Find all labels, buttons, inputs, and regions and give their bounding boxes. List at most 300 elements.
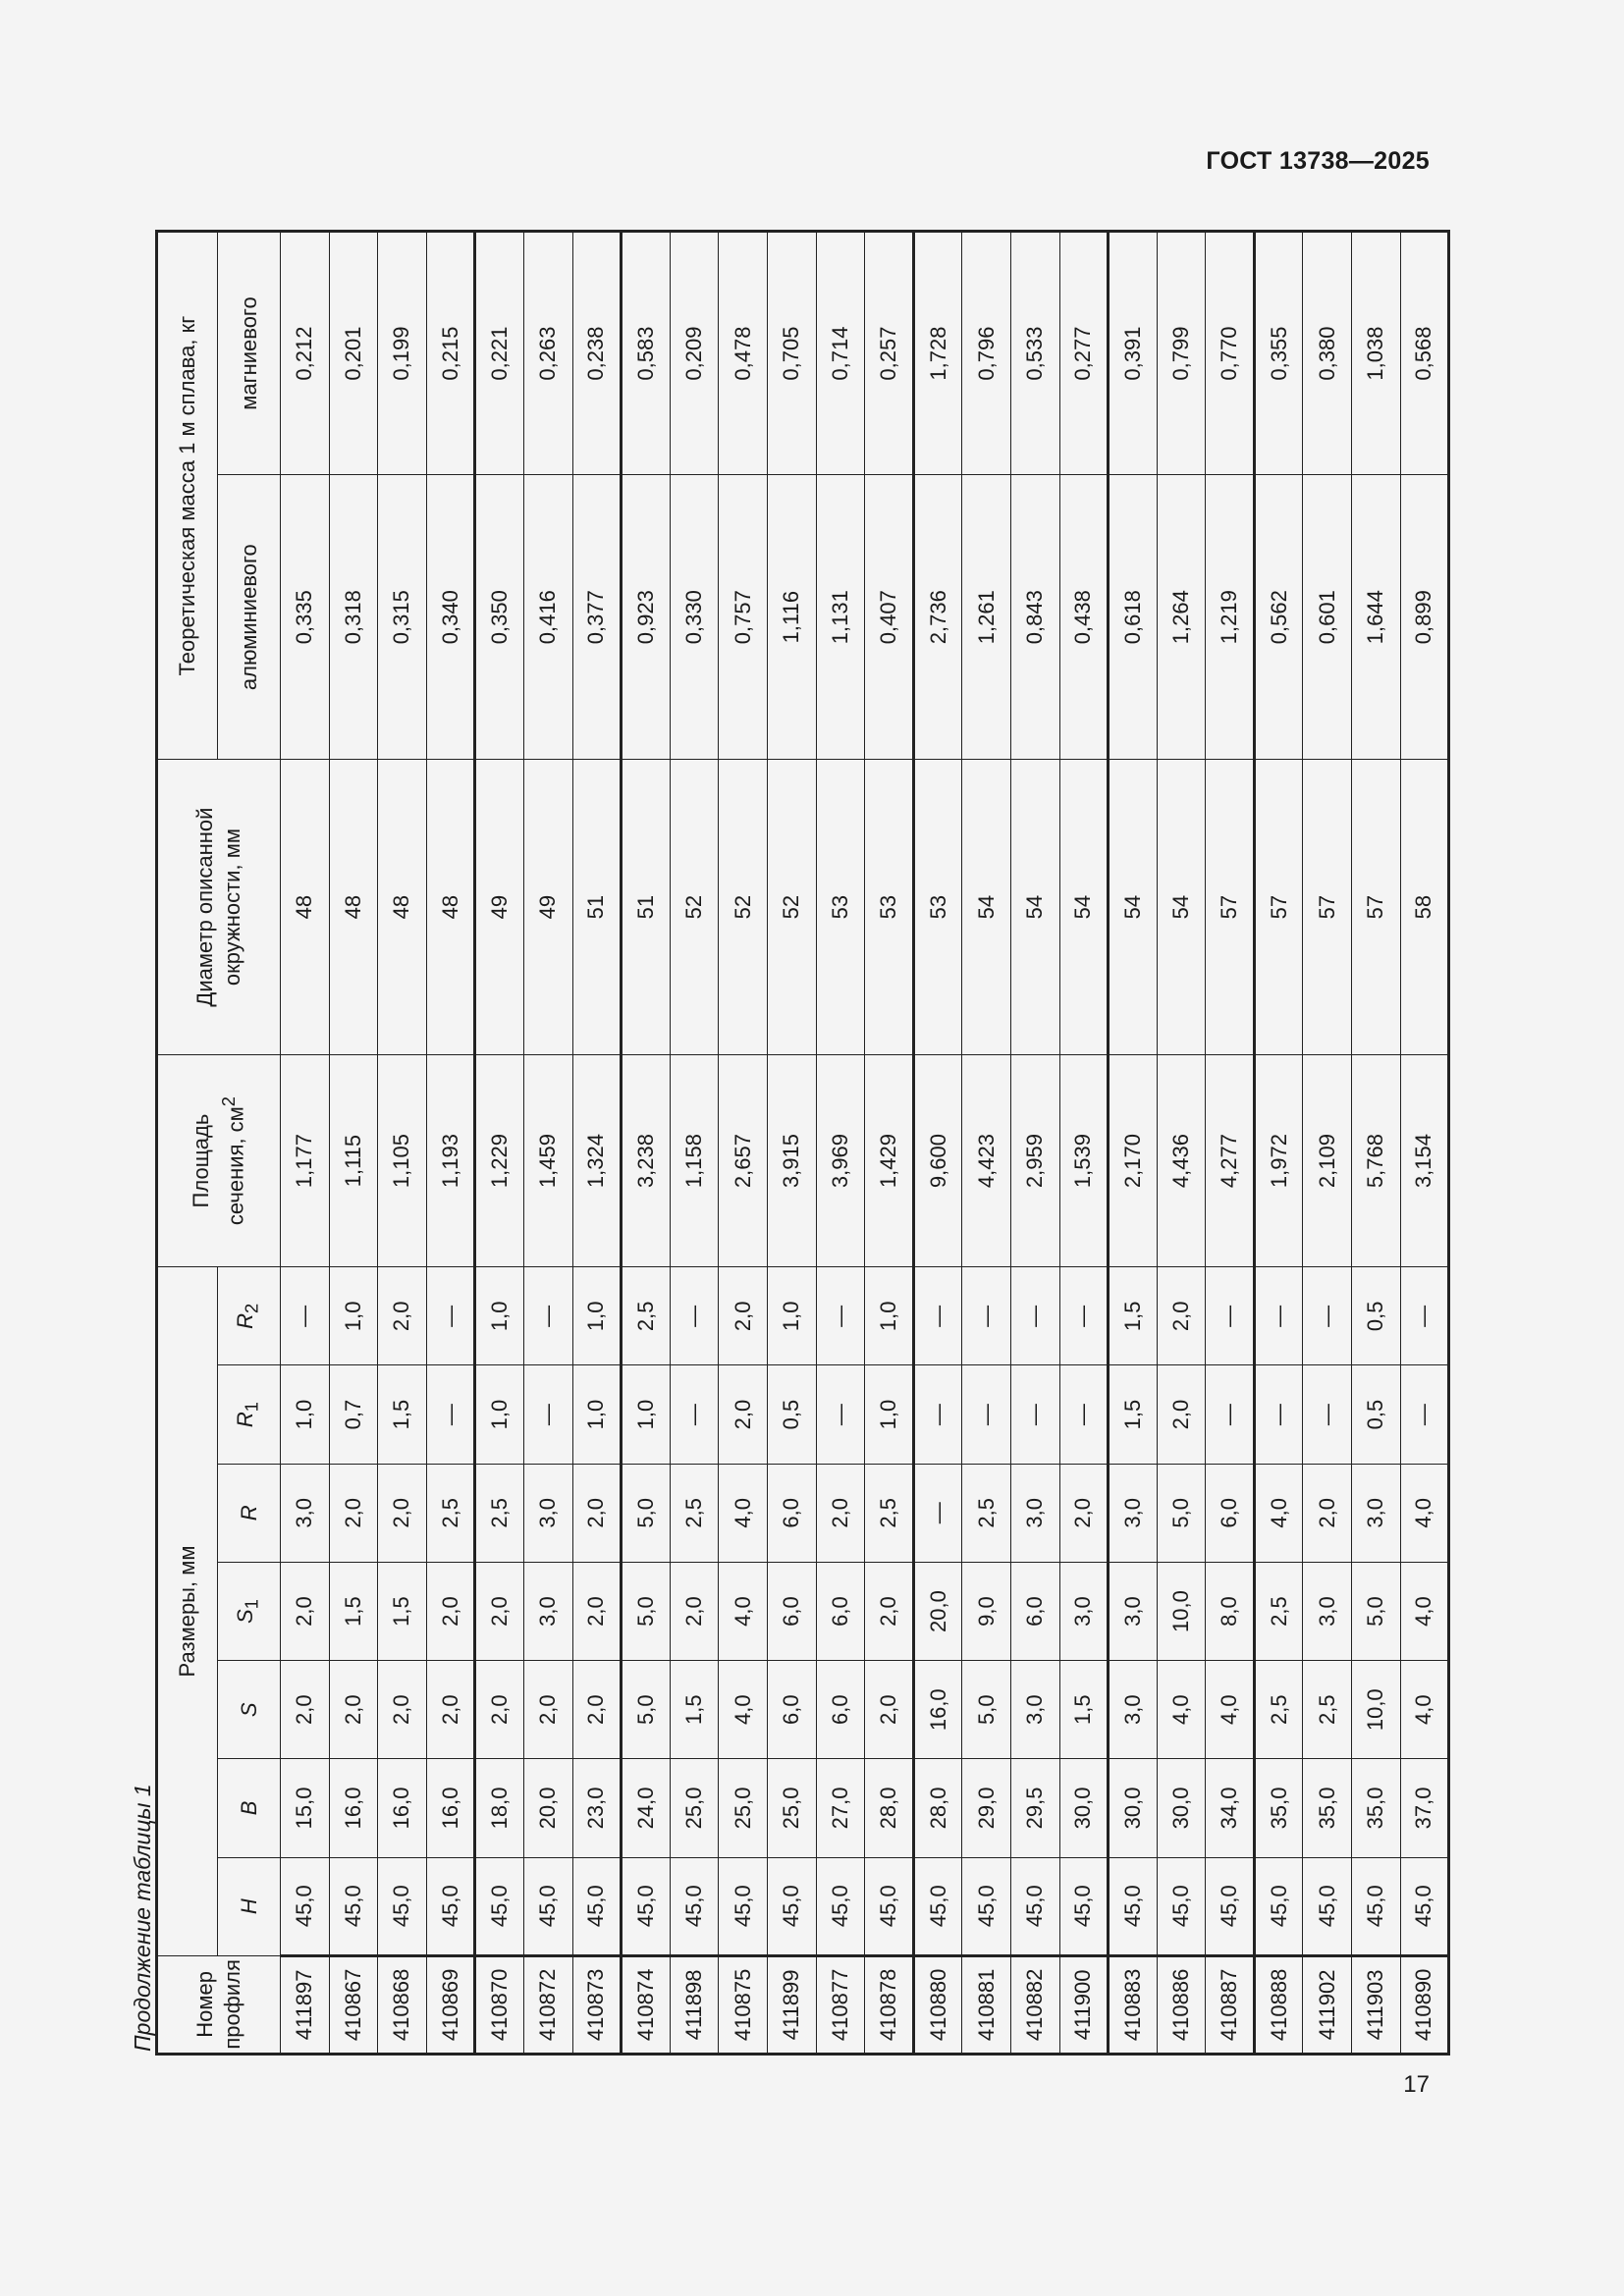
table-cell: 0,340	[426, 475, 475, 760]
table-cell: 1,0	[572, 1267, 622, 1365]
table-cell: 2,0	[475, 1661, 524, 1759]
table-cell: 1,219	[1206, 475, 1255, 760]
table-cell: 35,0	[1352, 1759, 1401, 1857]
table-cell: 57	[1254, 760, 1303, 1055]
header-area-line2: сечения, см	[223, 1106, 248, 1226]
table-cell: 410890	[1400, 1955, 1449, 2054]
table-cell: 45,0	[1254, 1857, 1303, 1955]
table-cell: 10,0	[1352, 1661, 1401, 1759]
table-row	[1010, 232, 1059, 2055]
table-cell: 410883	[1109, 1955, 1158, 2054]
table-cell: 0,355	[1254, 232, 1303, 475]
table-cell: 3,0	[1059, 1562, 1109, 1660]
table-cell: 3,0	[1109, 1562, 1158, 1660]
table-cell: 45,0	[378, 1857, 427, 1955]
table-cell: 0,923	[622, 475, 671, 760]
table-cell: 49	[523, 760, 572, 1055]
table-cell: 2,0	[572, 1464, 622, 1562]
table-row	[719, 232, 768, 2055]
header-aluminium: алюминиевого	[218, 475, 281, 760]
table-cell: —	[670, 1267, 719, 1365]
table-cell: 35,0	[1303, 1759, 1352, 1857]
table-cell: —	[816, 1365, 865, 1464]
table-cell: 35,0	[1254, 1759, 1303, 1857]
table-cell: 25,0	[767, 1759, 816, 1857]
table-row	[1400, 232, 1449, 2055]
table-cell: 4,0	[1254, 1464, 1303, 1562]
table-cell: 2,657	[719, 1054, 768, 1266]
table-cell: 24,0	[622, 1759, 671, 1857]
header-H: H	[218, 1857, 281, 1955]
table-cell: —	[1010, 1365, 1059, 1464]
table-cell: 3,0	[1109, 1464, 1158, 1562]
table-row	[1254, 232, 1303, 2055]
table-body	[281, 232, 1449, 2055]
table-cell: 410881	[962, 1955, 1011, 2054]
table-cell: 2,5	[622, 1267, 671, 1365]
table-cell: 1,972	[1254, 1054, 1303, 1266]
table-cell: —	[1059, 1365, 1109, 1464]
table-cell: 45,0	[1352, 1857, 1401, 1955]
table-cell: 3,915	[767, 1054, 816, 1266]
table-cell: 34,0	[1206, 1759, 1255, 1857]
table-row	[426, 232, 475, 2055]
table-cell: 52	[767, 760, 816, 1055]
table-cell: 29,5	[1010, 1759, 1059, 1857]
table-cell: 1,5	[378, 1562, 427, 1660]
table-cell: 410870	[475, 1955, 524, 2054]
table-cell: 0,221	[475, 232, 524, 475]
table-cell: 410868	[378, 1955, 427, 2054]
table-cell: 18,0	[475, 1759, 524, 1857]
table-row	[475, 232, 524, 2055]
table-cell: 0,799	[1157, 232, 1206, 475]
profiles-table	[155, 230, 1450, 2056]
table-row	[1352, 232, 1401, 2055]
header-R1-main: R	[233, 1412, 258, 1428]
header-circumscribed-diameter: Диаметр описанной окружности, мм	[157, 760, 281, 1055]
header-S1	[218, 1562, 281, 1660]
table-cell: 6,0	[767, 1661, 816, 1759]
table-cell: 0,714	[816, 232, 865, 475]
table-cell: 16,0	[426, 1759, 475, 1857]
table-cell: 28,0	[913, 1759, 962, 1857]
document-header: ГОСТ 13738—2025	[1206, 147, 1430, 175]
table-cell: 3,0	[523, 1562, 572, 1660]
table-cell: —	[913, 1365, 962, 1464]
table-cell: —	[913, 1464, 962, 1562]
table-cell: 410875	[719, 1955, 768, 2054]
table-cell: 1,5	[1059, 1661, 1109, 1759]
table-cell: 0,757	[719, 475, 768, 760]
table-cell: 410869	[426, 1955, 475, 2054]
table-row	[1109, 232, 1158, 2055]
table-cell: 2,0	[329, 1464, 378, 1562]
table-cell: 27,0	[816, 1759, 865, 1857]
table-cell: 3,0	[523, 1464, 572, 1562]
table-cell: —	[426, 1365, 475, 1464]
table-cell: 9,600	[913, 1054, 962, 1266]
table-cell: 45,0	[1400, 1857, 1449, 1955]
table-cell: 2,0	[1303, 1464, 1352, 1562]
table-cell: 410887	[1206, 1955, 1255, 2054]
table-row	[670, 232, 719, 2055]
table-cell: 2,170	[1109, 1054, 1158, 1266]
table-cell: —	[1254, 1267, 1303, 1365]
table-cell: 0,601	[1303, 475, 1352, 760]
table-cell: 0,533	[1010, 232, 1059, 475]
table-cell: 1,5	[378, 1365, 427, 1464]
table-cell: —	[913, 1267, 962, 1365]
table-cell: 1,644	[1352, 475, 1401, 760]
table-cell: 411898	[670, 1955, 719, 2054]
table-cell: 2,5	[1254, 1562, 1303, 1660]
table-row	[329, 232, 378, 2055]
header-magnesium: магниевого	[218, 232, 281, 475]
table-cell: 5,0	[622, 1464, 671, 1562]
header-profile-number: Номер профиля	[157, 1955, 281, 2054]
table-cell: 2,0	[572, 1562, 622, 1660]
table-cell: 1,0	[281, 1365, 330, 1464]
header-R: R	[218, 1464, 281, 1562]
table-cell: 45,0	[475, 1857, 524, 1955]
table-cell: 45,0	[816, 1857, 865, 1955]
table-cell: 4,277	[1206, 1054, 1255, 1266]
table-cell: 4,0	[1400, 1661, 1449, 1759]
table-cell: 1,116	[767, 475, 816, 760]
table-caption: Продолжение таблицы 1	[130, 1784, 155, 2052]
table-cell: 48	[329, 760, 378, 1055]
header-R2-sub: 2	[241, 1303, 262, 1313]
table-cell: 48	[378, 760, 427, 1055]
table-cell: 20,0	[913, 1562, 962, 1660]
table-cell: 45,0	[1059, 1857, 1109, 1955]
table-cell: 2,0	[475, 1562, 524, 1660]
table-row	[767, 232, 816, 2055]
table-cell: 2,0	[670, 1562, 719, 1660]
table-cell: 1,539	[1059, 1054, 1109, 1266]
table-cell: 410880	[913, 1955, 962, 2054]
table-cell: 45,0	[767, 1857, 816, 1955]
table-cell: —	[962, 1365, 1011, 1464]
table-cell: 0,238	[572, 232, 622, 475]
table-cell: 5,0	[622, 1562, 671, 1660]
table-cell: 3,0	[1010, 1464, 1059, 1562]
table-cell: —	[1400, 1365, 1449, 1464]
table-cell: 0,7	[329, 1365, 378, 1464]
table-cell: —	[1303, 1365, 1352, 1464]
table-cell: 3,0	[1010, 1661, 1059, 1759]
table-cell: 1,5	[1109, 1267, 1158, 1365]
table-cell: 0,843	[1010, 475, 1059, 760]
table-cell: 0,215	[426, 232, 475, 475]
table-cell: 48	[426, 760, 475, 1055]
table-cell: 4,0	[1400, 1562, 1449, 1660]
table-cell: 410874	[622, 1955, 671, 2054]
header-B: B	[218, 1759, 281, 1857]
table-cell: 411902	[1303, 1955, 1352, 2054]
table-cell: 2,5	[475, 1464, 524, 1562]
table-cell: 0,583	[622, 232, 671, 475]
table-cell: 15,0	[281, 1759, 330, 1857]
table-row	[523, 232, 572, 2055]
table-cell: —	[1206, 1267, 1255, 1365]
table-cell: 8,0	[1206, 1562, 1255, 1660]
table-cell: 53	[816, 760, 865, 1055]
table-cell: 6,0	[1010, 1562, 1059, 1660]
table-cell: 3,238	[622, 1054, 671, 1266]
table-cell: 2,5	[1303, 1661, 1352, 1759]
table-cell: 30,0	[1157, 1759, 1206, 1857]
table-cell: 0,318	[329, 475, 378, 760]
table-cell: 2,5	[670, 1464, 719, 1562]
table-cell: 54	[1059, 760, 1109, 1055]
table-cell: —	[670, 1365, 719, 1464]
table-cell: 25,0	[670, 1759, 719, 1857]
table-cell: 45,0	[962, 1857, 1011, 1955]
table-cell: 30,0	[1059, 1759, 1109, 1857]
table-row	[913, 232, 962, 2055]
table-cell: 5,0	[1157, 1464, 1206, 1562]
table-cell: 45,0	[1010, 1857, 1059, 1955]
table-cell: 5,0	[1352, 1562, 1401, 1660]
table-row	[1157, 232, 1206, 2055]
table-cell: 5,768	[1352, 1054, 1401, 1266]
table-cell: 58	[1400, 760, 1449, 1055]
table-cell: —	[1400, 1267, 1449, 1365]
table-cell: 2,0	[426, 1562, 475, 1660]
table-cell: 1,229	[475, 1054, 524, 1266]
table-cell: 0,315	[378, 475, 427, 760]
table-cell: 0,257	[865, 232, 914, 475]
rotated-table-wrapper	[155, 230, 1436, 2056]
table-cell: —	[426, 1267, 475, 1365]
table-cell: 4,423	[962, 1054, 1011, 1266]
table-cell: 45,0	[523, 1857, 572, 1955]
table-cell: 4,0	[719, 1661, 768, 1759]
table-cell: 3,969	[816, 1054, 865, 1266]
table-cell: 9,0	[962, 1562, 1011, 1660]
table-cell: 45,0	[281, 1857, 330, 1955]
header-dimensions: Размеры, мм	[157, 1267, 218, 1956]
table-cell: 1,177	[281, 1054, 330, 1266]
table-cell: 6,0	[816, 1661, 865, 1759]
table-cell: 45,0	[913, 1857, 962, 1955]
header-section-area	[157, 1054, 281, 1266]
table-cell: 16,0	[329, 1759, 378, 1857]
table-cell: 1,0	[475, 1365, 524, 1464]
table-cell: 2,0	[865, 1562, 914, 1660]
table-cell: 1,038	[1352, 232, 1401, 475]
table-cell: 2,736	[913, 475, 962, 760]
table-cell: 45,0	[1109, 1857, 1158, 1955]
table-cell: 54	[962, 760, 1011, 1055]
table-cell: 3,154	[1400, 1054, 1449, 1266]
table-cell: 1,131	[816, 475, 865, 760]
table-cell: 2,0	[1059, 1464, 1109, 1562]
table-cell: 5,0	[962, 1661, 1011, 1759]
table-cell: 1,0	[329, 1267, 378, 1365]
table-cell: 2,5	[962, 1464, 1011, 1562]
header-S: S	[218, 1661, 281, 1759]
table-cell: 0,350	[475, 475, 524, 760]
table-cell: 10,0	[1157, 1562, 1206, 1660]
table-cell: 410878	[865, 1955, 914, 2054]
table-cell: 57	[1206, 760, 1255, 1055]
table-cell: 411897	[281, 1955, 330, 2054]
table-cell: 30,0	[1109, 1759, 1158, 1857]
table-cell: 1,324	[572, 1054, 622, 1266]
table-cell: 0,391	[1109, 232, 1158, 475]
table-cell: 0,770	[1206, 232, 1255, 475]
table-cell: 410882	[1010, 1955, 1059, 2054]
table-cell: 1,261	[962, 475, 1011, 760]
table-cell: 52	[670, 760, 719, 1055]
table-cell: 37,0	[1400, 1759, 1449, 1857]
table-cell: 6,0	[767, 1562, 816, 1660]
header-R2-main: R	[233, 1312, 258, 1329]
header-area-line1: Площадь	[189, 1113, 214, 1208]
table-cell: 2,0	[426, 1661, 475, 1759]
table-cell: 53	[865, 760, 914, 1055]
table-cell: 20,0	[523, 1759, 572, 1857]
table-cell: 45,0	[1157, 1857, 1206, 1955]
table-cell: 0,796	[962, 232, 1011, 475]
table-cell: 45,0	[1206, 1857, 1255, 1955]
table-cell: 2,0	[378, 1661, 427, 1759]
table-cell: 1,0	[865, 1365, 914, 1464]
table-cell: 2,0	[719, 1365, 768, 1464]
header-R1	[218, 1365, 281, 1464]
table-cell: 4,0	[1157, 1661, 1206, 1759]
table-cell: 2,0	[865, 1661, 914, 1759]
table-cell: 0,377	[572, 475, 622, 760]
table-cell: 2,109	[1303, 1054, 1352, 1266]
table-cell: 4,0	[1206, 1661, 1255, 1759]
table-cell: 53	[913, 760, 962, 1055]
table-cell: 57	[1352, 760, 1401, 1055]
table-cell: 1,105	[378, 1054, 427, 1266]
table-cell: —	[1206, 1365, 1255, 1464]
table-cell: 411899	[767, 1955, 816, 2054]
table-cell: 1,115	[329, 1054, 378, 1266]
table-cell: 0,899	[1400, 475, 1449, 760]
table-cell: 2,0	[1157, 1365, 1206, 1464]
table-cell: 6,0	[816, 1562, 865, 1660]
table-cell: —	[1059, 1267, 1109, 1365]
table-cell: —	[1254, 1365, 1303, 1464]
table-cell: 1,193	[426, 1054, 475, 1266]
table-cell: 16,0	[913, 1661, 962, 1759]
table-cell: 1,728	[913, 232, 962, 475]
table-cell: 2,959	[1010, 1054, 1059, 1266]
table-cell: 410867	[329, 1955, 378, 2054]
table-cell: 410877	[816, 1955, 865, 2054]
table-cell: 4,0	[1400, 1464, 1449, 1562]
table-cell: 0,562	[1254, 475, 1303, 760]
table-cell: 410873	[572, 1955, 622, 2054]
table-cell: 0,277	[1059, 232, 1109, 475]
table-cell: 2,0	[816, 1464, 865, 1562]
table-cell: 16,0	[378, 1759, 427, 1857]
table-cell: 2,0	[523, 1661, 572, 1759]
table-cell: 0,380	[1303, 232, 1352, 475]
table-cell: 45,0	[622, 1857, 671, 1955]
page-number: 17	[1403, 2071, 1430, 2098]
header-theoretical-mass: Теоретическая масса 1 м сплава, кг	[157, 232, 218, 760]
table-cell: 1,158	[670, 1054, 719, 1266]
table-cell: 54	[1010, 760, 1059, 1055]
table-cell: —	[523, 1365, 572, 1464]
table-cell: —	[523, 1267, 572, 1365]
table-cell: 2,0	[378, 1464, 427, 1562]
table-cell: 0,209	[670, 232, 719, 475]
table-cell: 45,0	[670, 1857, 719, 1955]
table-cell: 0,568	[1400, 232, 1449, 475]
table-cell: 45,0	[719, 1857, 768, 1955]
table-cell: 0,212	[281, 232, 330, 475]
table-cell: 25,0	[719, 1759, 768, 1857]
table-cell: 5,0	[622, 1661, 671, 1759]
table-cell: 2,0	[1157, 1267, 1206, 1365]
table-cell: 0,5	[1352, 1267, 1401, 1365]
table-cell: 0,5	[767, 1365, 816, 1464]
table-cell: 4,0	[719, 1464, 768, 1562]
table-cell: 2,0	[281, 1562, 330, 1660]
table-cell: 2,0	[329, 1661, 378, 1759]
table-cell: 57	[1303, 760, 1352, 1055]
table-cell: 52	[719, 760, 768, 1055]
table-cell: 48	[281, 760, 330, 1055]
table-cell: 6,0	[1206, 1464, 1255, 1562]
table-row	[622, 232, 671, 2055]
table-cell: 3,0	[1352, 1464, 1401, 1562]
header-S1-main: S	[233, 1609, 258, 1624]
table-cell: 1,0	[767, 1267, 816, 1365]
table-row	[1206, 232, 1255, 2055]
table-cell: 0,199	[378, 232, 427, 475]
table-cell: 0,5	[1352, 1365, 1401, 1464]
table-cell: 0,201	[329, 232, 378, 475]
table-cell: 45,0	[572, 1857, 622, 1955]
table-row	[816, 232, 865, 2055]
table-cell: 2,0	[719, 1267, 768, 1365]
table-cell: 0,330	[670, 475, 719, 760]
table-cell: 49	[475, 760, 524, 1055]
table-cell: 2,0	[572, 1661, 622, 1759]
table-cell: —	[1303, 1267, 1352, 1365]
table-row	[865, 232, 914, 2055]
table-cell: —	[816, 1267, 865, 1365]
table-cell: 51	[622, 760, 671, 1055]
table-row	[281, 232, 330, 2055]
table-cell: 410886	[1157, 1955, 1206, 2054]
table-cell: 1,459	[523, 1054, 572, 1266]
table-cell: 1,264	[1157, 475, 1206, 760]
table-row	[572, 232, 622, 2055]
table-cell: 2,5	[426, 1464, 475, 1562]
table-cell: 51	[572, 760, 622, 1055]
table-cell: 410888	[1254, 1955, 1303, 2054]
header-R2	[218, 1267, 281, 1365]
table-cell: 0,705	[767, 232, 816, 475]
table-row	[378, 232, 427, 2055]
table-cell: 4,0	[719, 1562, 768, 1660]
table-cell: 1,0	[865, 1267, 914, 1365]
table-cell: 0,618	[1109, 475, 1158, 760]
table-cell: 3,0	[1109, 1661, 1158, 1759]
table-cell: 1,0	[475, 1267, 524, 1365]
